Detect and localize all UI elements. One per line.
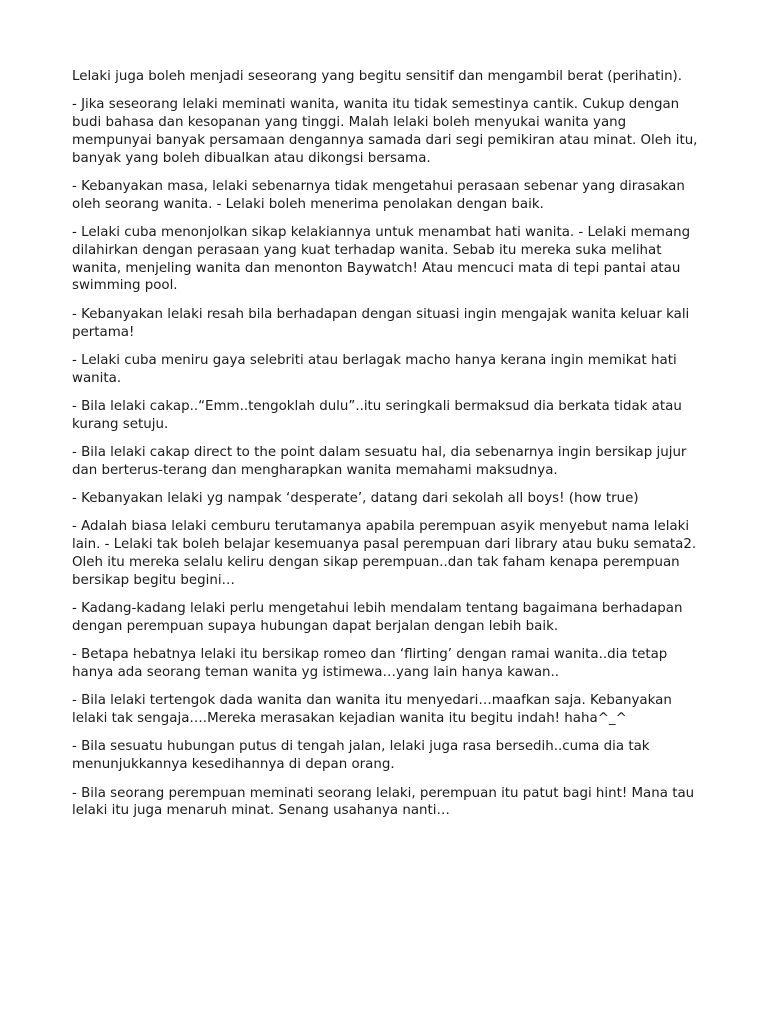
paragraph-10: - Adalah biasa lelaki cemburu terutamanya apabila perempuan asyik menyebut nama lelaki lain. - Lelaki tak boleh belajar kesemuanya pasal perempuan dari library atau buku semata2. Oleh itu mereka selalu keliru dengan sikap perempuan..dan tak faham kenapa perempuan bersikap begitu begini… xyxy=(72,519,697,588)
paragraph-6: - Lelaki cuba meniru gaya selebriti atau berlagak macho hanya kerana ingin memikat hati wanita. xyxy=(72,352,677,386)
paragraph-4: - Lelaki cuba menonjolkan sikap kelakiannya untuk menambat hati wanita. - Lelaki memang dilahirkan dengan perasaan yang kuat terhadap wanita. Sebab itu mereka suka melihat wanita, menjeling wanita dan menonton Baywatch! Atau mencuci mata di tepi pantai atau swimming pool. xyxy=(72,225,691,294)
document-page xyxy=(72,68,702,831)
paragraph-12: - Betapa hebatnya lelaki itu bersikap romeo dan ‘flirting’ dengan ramai wanita..dia tetap hanya ada seorang teman wanita yg istimewa…yang lain hanya kawan.. xyxy=(72,647,668,681)
paragraph-13: - Bila lelaki tertengok dada wanita dan wanita itu menyedari…maafkan saja. Kebanyakan lelaki tak sengaja….Mereka merasakan kejadian wanita itu begitu indah! haha^_^ xyxy=(72,693,672,727)
paragraph-3: - Kebanyakan masa, lelaki sebenarnya tidak mengetahui perasaan sebenar yang dirasakan oleh seorang wanita. - Lelaki boleh menerima penolakan dengan baik. xyxy=(72,178,685,212)
paragraph-2: - Jika seseorang lelaki meminati wanita, wanita itu tidak semestinya cantik. Cukup dengan budi bahasa dan kesopanan yang tinggi. Malah lelaki boleh menyukai wanita yang mempunyai banyak persamaan dengannya samada dari segi pemikiran atau minat. Oleh itu, banyak yang boleh dibualkan atau dikongsi bersama. xyxy=(72,97,698,166)
paragraph-11: - Kadang-kadang lelaki perlu mengetahui lebih mendalam tentang bagaimana berhadapan dengan perempuan supaya hubungan dapat berjalan dengan lebih baik. xyxy=(72,601,683,634)
paragraph-1: Lelaki juga boleh menjadi seseorang yang begitu sensitif dan mengambil berat (perihatin). xyxy=(72,69,683,84)
paragraph-5: - Kebanyakan lelaki resah bila berhadapan dengan situasi ingin mengajak wanita keluar kali pertama! xyxy=(72,306,690,340)
paragraph-14: - Bila sesuatu hubungan putus di tengah jalan, lelaki juga rasa bersedih..cuma dia tak menunjukkannya kesedihannya di depan orang. xyxy=(72,739,650,773)
paragraph-15: - Bila seorang perempuan meminati seorang lelaki, perempuan itu patut bagi hint! Mana tau lelaki itu juga menaruh minat. Senang usahanya nanti… xyxy=(72,785,695,819)
paragraph-8: - Bila lelaki cakap direct to the point dalam sesuatu hal, dia sebenarnya ingin bersikap jujur dan berterus-terang dan mengharapkan wanita memahami maksudnya. xyxy=(72,445,687,478)
paragraph-7: - Bila lelaki cakap..“Emm..tengoklah dulu”..itu seringkali bermaksud dia berkata tidak atau kurang setuju. xyxy=(72,398,682,432)
paragraph-9: - Kebanyakan lelaki yg nampak ‘desperate’, datang dari sekolah all boys! (how true) xyxy=(72,491,639,507)
